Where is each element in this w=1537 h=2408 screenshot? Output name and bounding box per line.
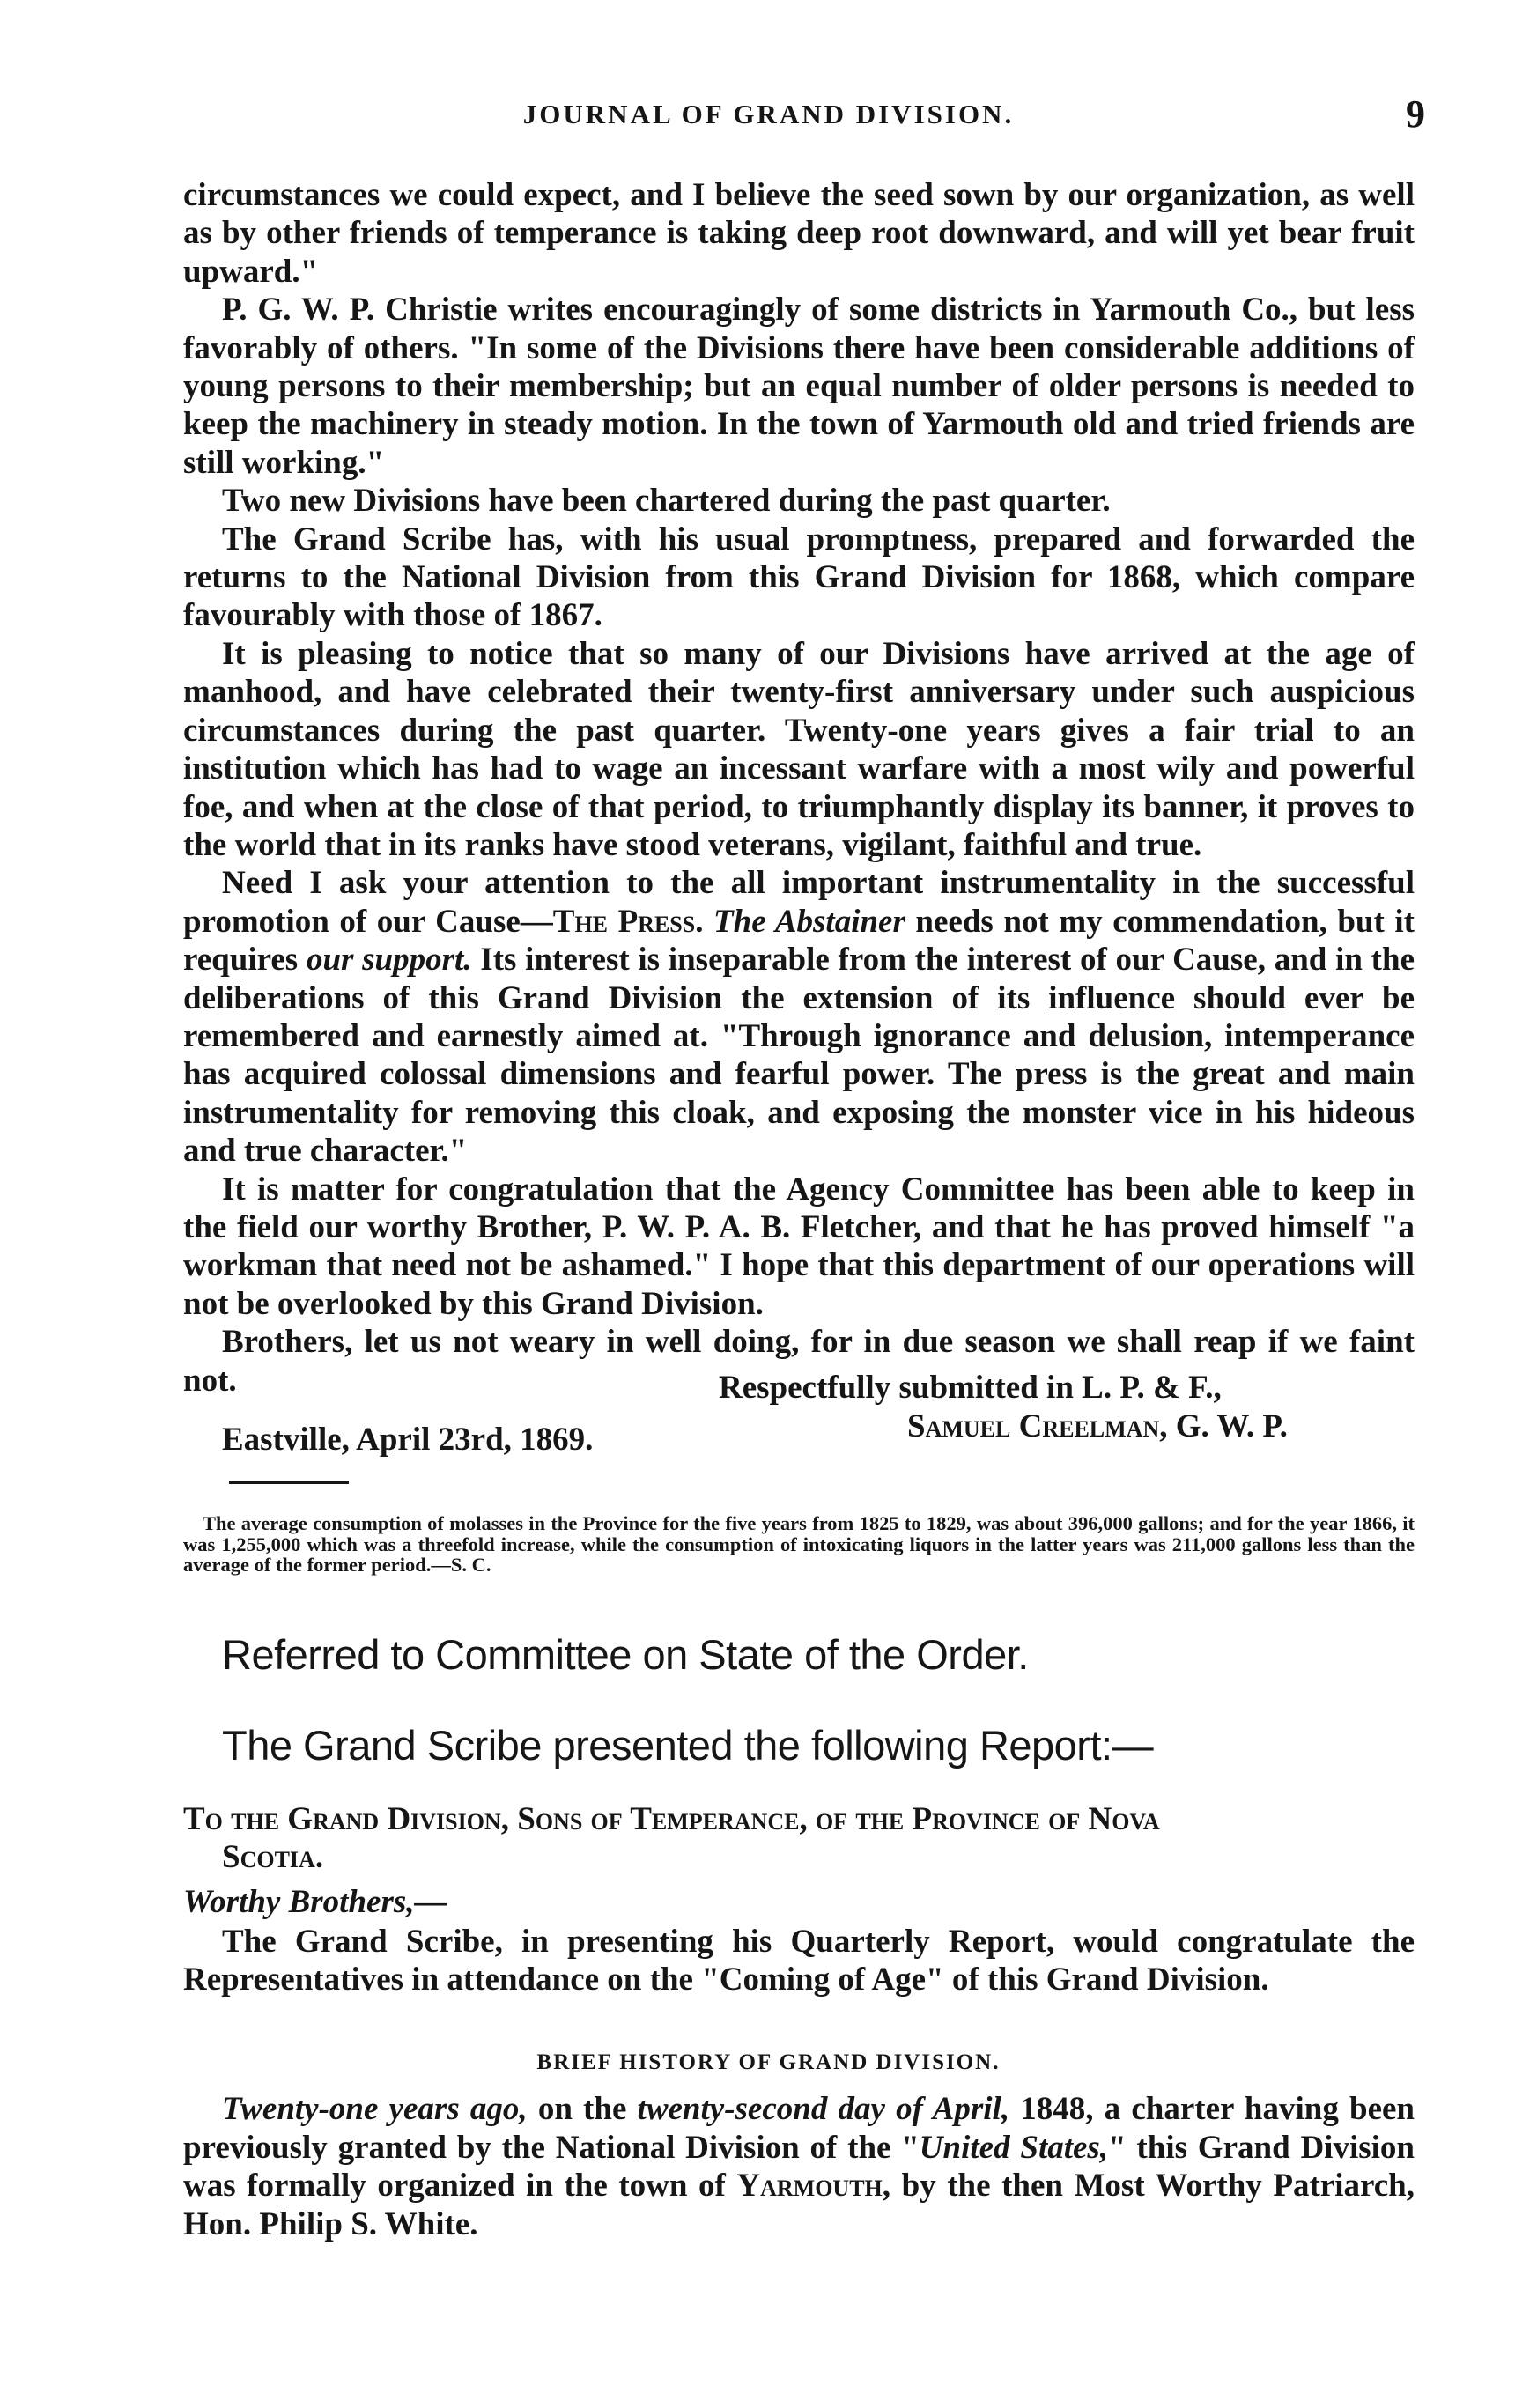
history-text-f: " this Grand Division was formally organized in the town of bbox=[183, 2129, 1415, 2204]
abstainer-title: The Abstainer bbox=[713, 903, 905, 940]
history-text-h: , by the then Most Worthy Patriarch, Hon. Philip S. White. bbox=[183, 2168, 1415, 2242]
signature-place-date: Eastville, April 23rd, 1869. bbox=[222, 1422, 594, 1458]
signature-closing: Respectfully submitted in L. P. & F., bbox=[719, 1370, 1222, 1406]
address-line-1: To the Grand Division, Sons of Temperance, of the Province of Nova bbox=[183, 1801, 1160, 1837]
footnote-rule bbox=[229, 1481, 349, 1484]
press-text-d: Its interest is inseparable from the interest of our Cause, and in the deliberations of this Grand Division the extension of its influence should ever be remembered and earnestly aimed at. "Through ignorance and delusion, intemperance has acquired colossal dimensions and fearful power. The press is the great and main instrumentality for removing this cloak, and exposing the monster vice in his hideous and true character." bbox=[183, 942, 1415, 1170]
referred-heading: Referred to Committee on State of the Order. bbox=[222, 1631, 1029, 1678]
footnote-text: The average consumption of molasses in the Province for the five years from 1825 to 1829, was about 396,000 gallons; and for the year 1866, it was 1,255,000 which was a threefold increase, while the consumption of intoxicating liquors in the latter years was 211,000 gallons less than the average of the former period.—S. C. bbox=[183, 1512, 1415, 1576]
press-text-c: needs not my commendation, but it requires bbox=[183, 903, 1415, 979]
paragraph-new-divisions: Two new Divisions have been chartered during the past quarter. bbox=[222, 483, 1111, 520]
history-heading: BRIEF HISTORY OF GRAND DIVISION. bbox=[536, 2050, 1001, 2074]
report-intro-text: The Grand Scribe, in presenting his Quarterly Report, would congratulate the Representatives in attendance on the "Coming of Age" of this Grand Division. bbox=[183, 1924, 1415, 1998]
history-years-ago: Twenty-one years ago, bbox=[222, 2091, 528, 2127]
address-line-2: Scotia. bbox=[222, 1839, 324, 1875]
footnote bbox=[183, 1513, 1415, 1576]
paragraph-press bbox=[183, 864, 1415, 1170]
history-yarmouth: Yarmouth bbox=[736, 2168, 883, 2204]
report-presented-heading: The Grand Scribe presented the following Report:— bbox=[222, 1722, 1154, 1769]
report-address bbox=[183, 1800, 1415, 1876]
history-paragraph bbox=[183, 2090, 1415, 2243]
history-united-states: United States, bbox=[919, 2129, 1109, 2166]
our-support-term: our support. bbox=[306, 942, 472, 979]
report-intro bbox=[183, 1923, 1415, 1998]
paragraph-agency: It is matter for congratulation that the Agency Committee has been able to keep in the field our worthy Brother, P. W. P. A. B. Fletcher, and that he has proved himself "a workman that need not be ashamed." I hope that this department of our operations will not be overlooked by this Grand Division. bbox=[183, 1171, 1415, 1322]
the-press-term: The Press. bbox=[552, 903, 704, 940]
paragraph-continuation: circumstances we could expect, and I believe the seed sown by our organization, as well as by other friends of temperance is taking deep root downward, and will yet bear fruit upward." bbox=[183, 177, 1415, 290]
history-date: twenty-second day of April, bbox=[637, 2091, 1010, 2127]
history-text-d: 1848, a charter having been previously granted by the National Division of the " bbox=[183, 2091, 1415, 2166]
running-title: JOURNAL OF GRAND DIVISION. bbox=[522, 99, 1015, 129]
paragraph-manhood: It is pleasing to notice that so many of our Divisions have arrived at the age of manhood, and have celebrated their twenty-first anniversary under such auspicious circumstances during the past quarter. Twenty-one years gives a fair trial to an institution which has had to wage an incessant warfare with a most wily and powerful foe, and when at the close of that period, to triumphantly display its banner, it proves to the world that in its ranks have stood veterans, vigilant, faithful and true. bbox=[183, 635, 1415, 863]
paragraph-closing: Brothers, let us not weary in well doing, for in due season we shall reap if we faint not. bbox=[183, 1324, 1415, 1399]
history-text-b: on the bbox=[527, 2091, 638, 2127]
paragraph-returns: The Grand Scribe has, with his usual promptness, prepared and forwarded the returns to the National Division from this Grand Division for 1868, which compare favourably with those of 1867. bbox=[183, 521, 1415, 634]
page-number: 9 bbox=[1406, 92, 1425, 136]
signature-name: Samuel Creelman, G. W. P. bbox=[907, 1408, 1288, 1444]
letter-body bbox=[183, 176, 1415, 1400]
salutation: Worthy Brothers,— bbox=[183, 1884, 447, 1920]
paragraph-christie: P. G. W. P. Christie writes encouragingly of some districts in Yarmouth Co., but less favorably of others. "In some of the Divisions there have been considerable additions of young persons to their membership; but an equal number of older persons is needed to keep the machinery in steady motion. In the town of Yarmouth old and tried friends are still working." bbox=[183, 292, 1415, 481]
press-text-a: Need I ask your attention to the all important instrumentality in the successful promotion of our Cause— bbox=[183, 865, 1415, 940]
press-text-space bbox=[703, 904, 713, 940]
history-body bbox=[183, 2090, 1415, 2243]
